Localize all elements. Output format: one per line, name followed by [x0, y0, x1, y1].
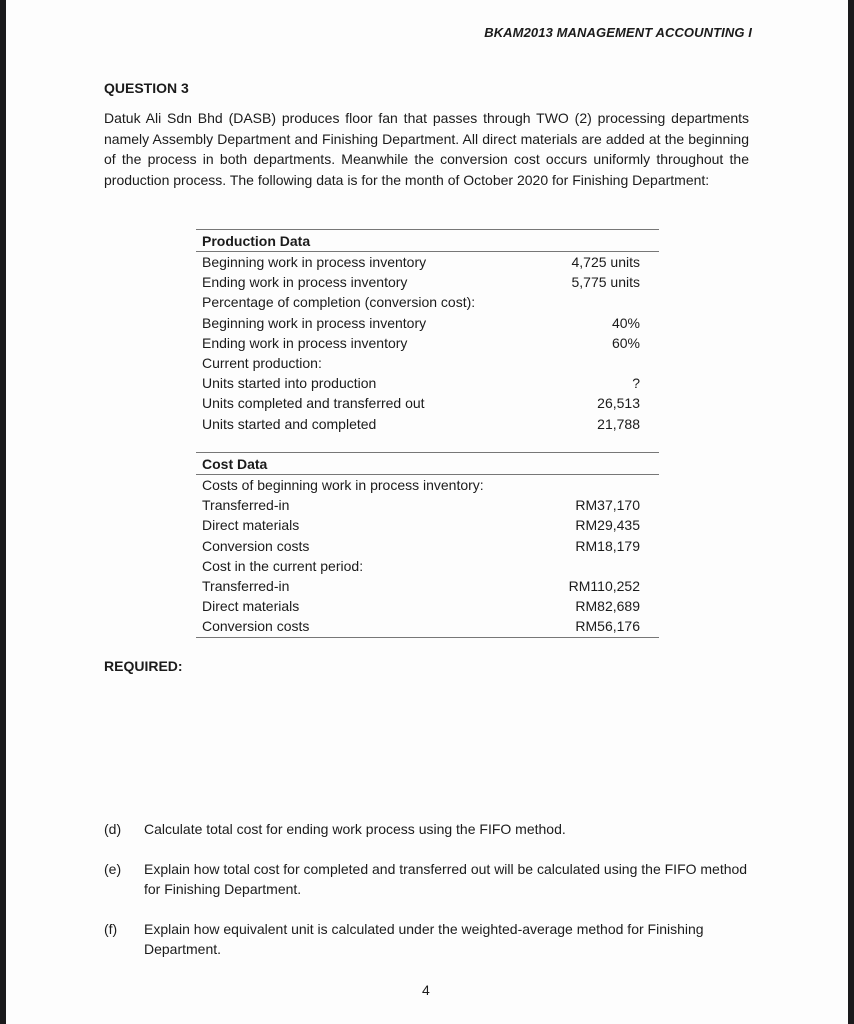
table-row	[196, 556, 659, 576]
table-row	[196, 272, 659, 292]
row-value: RM18,179	[575, 537, 640, 554]
item-letter: (f)	[104, 921, 118, 937]
row-value: 60%	[611, 334, 640, 351]
production-data-heading: Production Data	[196, 230, 659, 252]
item-text: Calculate total cost for ending work process using the FIFO method.	[144, 821, 566, 837]
table-row	[196, 333, 659, 353]
required-heading: REQUIRED:	[104, 658, 183, 674]
table-row	[196, 616, 659, 637]
table-header-row	[196, 230, 659, 252]
row-label: Ending work in process inventory	[202, 274, 408, 291]
row-label: Beginning work in process inventory	[202, 314, 427, 331]
row-value: 5,775 units	[571, 274, 640, 291]
row-value	[545, 353, 659, 373]
row-label: Costs of beginning work in process inventory:	[202, 477, 484, 494]
row-label: Percentage of completion (conversion cost):	[202, 294, 476, 311]
table-row	[196, 576, 659, 596]
table-row	[196, 495, 659, 515]
row-value	[545, 292, 659, 312]
table-row	[196, 313, 659, 333]
question-title: QUESTION 3	[104, 80, 189, 96]
table-row	[196, 475, 659, 496]
item-letter: (e)	[104, 861, 122, 877]
row-label: Current production:	[202, 355, 322, 372]
row-label: Units started into production	[202, 375, 377, 392]
cost-data-heading: Cost Data	[196, 453, 659, 475]
table-row	[196, 393, 659, 413]
document-page	[6, 0, 848, 1024]
question-item-f	[104, 919, 764, 959]
row-value: RM110,252	[568, 578, 640, 595]
question-item-d	[104, 819, 764, 839]
production-data-table	[196, 229, 659, 434]
table-row	[196, 536, 659, 556]
row-value: RM29,435	[575, 517, 640, 534]
cost-data-table	[196, 452, 659, 638]
row-label: Beginning work in process inventory	[202, 254, 427, 271]
item-text: Explain how total cost for completed and transferred out will be calculated using the FIFO method for Finishing Department.	[144, 861, 748, 897]
course-header: BKAM2013 MANAGEMENT ACCOUNTING I	[484, 25, 752, 40]
table-row	[196, 596, 659, 616]
table-row	[196, 515, 659, 535]
row-value: 40%	[611, 314, 640, 331]
row-label: Units completed and transferred out	[202, 395, 425, 412]
page-number: 4	[422, 982, 430, 998]
question-intro: Datuk Ali Sdn Bhd (DASB) produces floor fan that passes through TWO (2) processing departments namely Assembly Department and Finishing Department. All direct materials are added at the beginning of the process in both departments. Meanwhile the conversion cost occurs uniformly throughout the production process. The following data is for the month of October 2020 for Finishing Department:	[104, 110, 749, 188]
row-value: 26,513	[597, 395, 640, 412]
item-text: Explain how equivalent unit is calculated under the weighted-average method for Finishing Department.	[144, 921, 704, 957]
row-value: 21,788	[597, 415, 640, 432]
table-row	[196, 292, 659, 312]
row-label: Transferred-in	[202, 497, 290, 514]
question-item-e	[104, 859, 764, 899]
table-row	[196, 353, 659, 373]
row-label: Conversion costs	[196, 616, 545, 637]
row-value	[545, 556, 659, 576]
row-label: Transferred-in	[202, 578, 290, 595]
row-label: Direct materials	[202, 598, 300, 615]
row-label: Cost in the current period:	[202, 557, 364, 574]
row-value: RM37,170	[575, 497, 640, 514]
row-value	[545, 475, 659, 496]
row-label: Direct materials	[202, 517, 300, 534]
row-value: RM82,689	[575, 598, 640, 615]
row-value: RM56,176	[545, 616, 659, 637]
item-letter: (d)	[104, 821, 122, 837]
table-row	[196, 252, 659, 273]
table-header-row	[196, 453, 659, 475]
table-row	[196, 414, 659, 434]
row-label: Units started and completed	[202, 415, 377, 432]
row-value: 4,725 units	[571, 254, 640, 271]
row-label: Ending work in process inventory	[202, 334, 408, 351]
row-label: Conversion costs	[202, 537, 310, 554]
table-row	[196, 373, 659, 393]
row-value: ?	[632, 375, 640, 392]
